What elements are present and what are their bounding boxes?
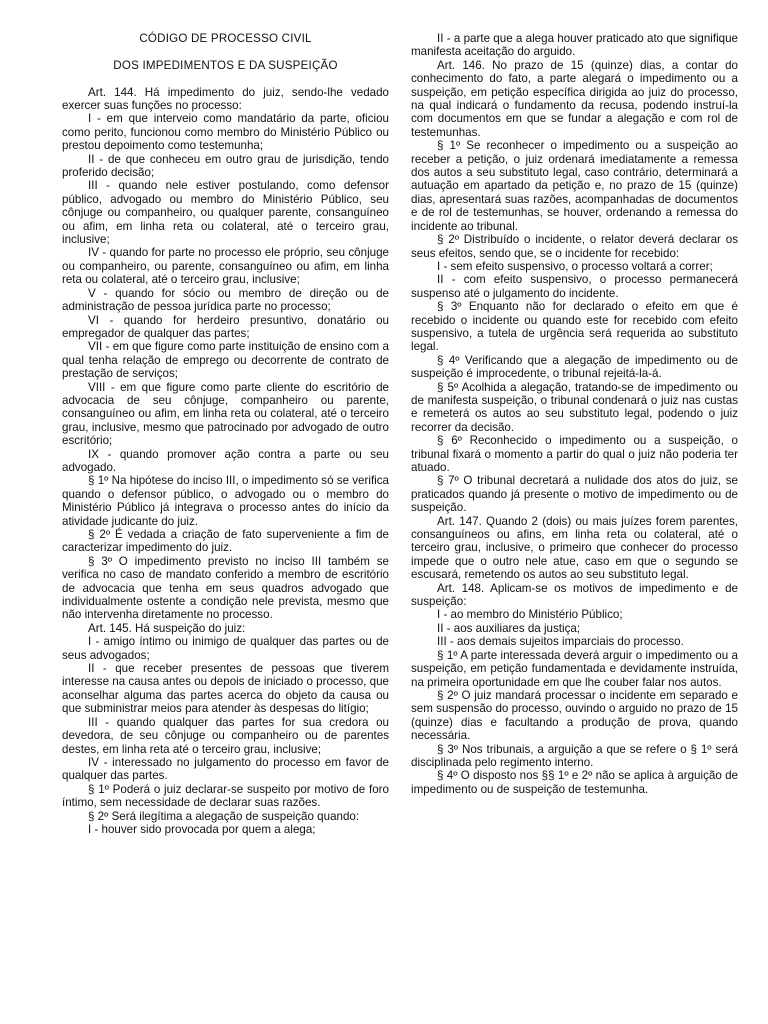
paragraph: I - amigo íntimo ou inimigo de qualquer das partes ou de seus advogados; [62, 635, 389, 662]
paragraph: I - houver sido provocada por quem a alega; [88, 822, 316, 836]
paragraph: § 1º Se reconhecer o impedimento ou a suspeição ao receber a petição, o juiz ordenará imediatamente a remessa dos autos a seu substituto legal, caso contrário, determinará a autuação em apartado da petição e, no prazo de 15 (quinze) dias, apresentará suas razões, acompanhadas de documentos e de rol de testemunhas, se houver, ordenando a remessa do incidente ao tribunal. [411, 139, 738, 233]
paragraph: Art. 148. Aplicam-se os motivos de impedimento e de suspeição: [411, 581, 738, 609]
paragraph: IX - quando promover ação contra a parte ou seu advogado. [62, 447, 389, 474]
paragraph: § 4º Verificando que a alegação de impedimento ou de suspeição é improcedente, o tribunal rejeitá-la-á. [411, 353, 738, 381]
paragraph: § 3º O impedimento previsto no inciso III também se verifica no caso de mandato conferido a membro de escritório de advocacia que tenha em seus quadros advogado que individualmente ostente a condição nele prevista, mesmo que não intervenha diretamente no processo. [62, 554, 389, 622]
section-heading: DOS IMPEDIMENTOS E DA SUSPEIÇÃO [113, 58, 338, 72]
paragraph: II - a parte que a alega houver praticado ato que signifique manifesta aceitação do arguido. [411, 32, 738, 59]
paragraph: § 6º Reconhecido o impedimento ou a suspeição, o tribunal fixará o momento a partir do qual o juiz não poderia ter atuado. [411, 434, 738, 474]
paragraph: § 2º É vedada a criação de fato superveniente a fim de caracterizar impedimento do juiz. [62, 528, 389, 555]
paragraph: VI - quando for herdeiro presuntivo, donatário ou empregador de qualquer das partes; [62, 313, 389, 340]
paragraph: Art. 147. Quando 2 (dois) ou mais juízes forem parentes, consanguíneos ou afins, em linha reta ou colateral, até o terceiro grau, inclusive, o primeiro que conhecer do processo impede que o outro nele atue, caso em que o segundo se escusará, remetendo os autos ao seu substituto legal. [411, 514, 738, 582]
paragraph: § 3º Enquanto não for declarado o efeito em que é recebido o incidente ou quando este for recebido com efeito suspensivo, a tutela de urgência será requerida ao substituto legal. [411, 300, 738, 354]
paragraph: I - sem efeito suspensivo, o processo voltará a correr; [437, 259, 713, 273]
paragraph: IV - quando for parte no processo ele próprio, seu cônjuge ou companheiro, ou parente, consanguíneo ou afim, em linha reta ou colateral, até o terceiro grau, inclusive; [62, 246, 389, 287]
paragraph: § 2º Será ilegítima a alegação de suspeição quando: [88, 809, 360, 823]
paragraph: II - que receber presentes de pessoas que tiverem interesse na causa antes ou depois de iniciado o processo, que aconselhar alguma das partes acerca do objeto da causa ou que subministrar meios para atender às despesas do litígio; [62, 662, 389, 716]
paragraph: I - ao membro do Ministério Público; [437, 608, 623, 622]
document-title: CÓDIGO DE PROCESSO CIVIL [139, 32, 312, 45]
paragraph: Art. 145. Há suspeição do juiz: [88, 621, 246, 635]
paragraph: § 3º Nos tribunais, a arguição a que se refere o § 1º será disciplinada pelo regimento interno. [411, 742, 738, 769]
paragraph: I - em que interveio como mandatário da parte, oficiou como perito, funcionou como membro do Ministério Público ou prestou depoimento como testemunha; [62, 112, 389, 153]
paragraph: § 2º O juiz mandará processar o incidente em separado e sem suspensão do processo, ouvindo o arguido no prazo de 15 (quinze) dias e facultando a produção de prova, quando necessária. [411, 688, 738, 743]
paragraph: II - aos auxiliares da justiça; [437, 621, 581, 635]
paragraph: Art. 146. No prazo de 15 (quinze) dias, a contar do conhecimento do fato, a parte alegará o impedimento ou a suspeição, em petição específica dirigida ao juiz do processo, na qual indicará o fundamento da recusa, podendo instruí-la com documentos em que se fundar a alegação e com rol de testemunhas. [411, 58, 738, 139]
paragraph: § 1º Poderá o juiz declarar-se suspeito por motivo de foro íntimo, sem necessidade de declarar suas razões. [62, 782, 389, 810]
right-column [411, 32, 738, 1024]
left-column [62, 32, 389, 1024]
paragraph: § 4º O disposto nos §§ 1º e 2º não se aplica à arguição de impedimento ou de suspeição de testemunha. [411, 769, 738, 796]
paragraph: § 1º Na hipótese do inciso III, o impedimento só se verifica quando o defensor público, o advogado ou o membro do Ministério Público já integrava o processo antes do início da atividade judicante do juiz. [62, 474, 389, 528]
paragraph: III - quando qualquer das partes for sua credora ou devedora, de seu cônjuge ou companheiro ou de parentes destes, em linha reta até o terceiro grau, inclusive; [62, 715, 389, 756]
paragraph: II - com efeito suspensivo, o processo permanecerá suspenso até o julgamento do incidente. [411, 273, 738, 300]
paragraph: § 1º A parte interessada deverá arguir o impedimento ou a suspeição, em petição fundamentada e devidamente instruída, na primeira oportunidade em que lhe couber falar nos autos. [411, 648, 738, 689]
paragraph: VIII - em que figure como parte cliente do escritório de advocacia de seu cônjuge, companheiro ou parente, consanguíneo ou afim, em linha reta ou colateral, até o terceiro grau, inclusive, mesmo que patrocinado por advogado de outro escritório; [62, 380, 389, 448]
paragraph: VII - em que figure como parte instituição de ensino com a qual tenha relação de emprego ou decorrente de contrato de prestação de serviços; [62, 340, 389, 381]
paragraph: V - quando for sócio ou membro de direção ou de administração de pessoa jurídica parte no processo; [62, 286, 389, 314]
paragraph: III - aos demais sujeitos imparciais do processo. [437, 635, 684, 649]
paragraph: § 5º Acolhida a alegação, tratando-se de impedimento ou de manifesta suspeição, o tribunal condenará o juiz nas custas e remeterá os autos ao seu substituto legal, podendo o juiz recorrer da decisão. [411, 380, 738, 434]
paragraph: II - de que conheceu em outro grau de jurisdição, tendo proferido decisão; [62, 152, 389, 180]
paragraph: § 7º O tribunal decretará a nulidade dos atos do juiz, se praticados quando já presente o motivo de impedimento ou de suspeição. [411, 474, 738, 515]
paragraph: III - quando nele estiver postulando, como defensor público, advogado ou membro do Ministério Público, seu cônjuge ou companheiro, ou qualquer parente, consanguíneo ou afim, em linha reta ou colateral, até o terceiro grau, inclusive; [62, 179, 389, 247]
paragraph: § 2º Distribuído o incidente, o relator deverá declarar os seus efeitos, sendo que, se o incidente for recebido: [411, 233, 738, 260]
paragraph: IV - interessado no julgamento do processo em favor de qualquer das partes. [62, 755, 389, 783]
paragraph: Art. 144. Há impedimento do juiz, sendo-lhe vedado exercer suas funções no processo: [62, 85, 389, 112]
